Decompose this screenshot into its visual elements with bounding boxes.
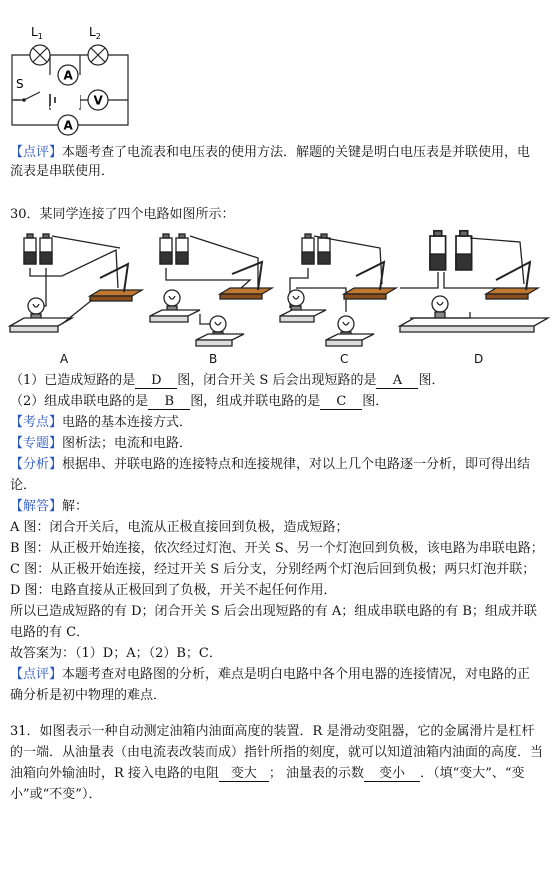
- svg-text:A: A: [63, 118, 73, 133]
- answer-blank-6: 变小: [364, 766, 420, 782]
- answer-blank-3: B: [148, 394, 190, 410]
- label-s: S: [16, 77, 24, 91]
- q31-line4: 小”或“不变”）．: [10, 787, 102, 802]
- solution-a: A 图：闭合开关后，电流从正极直接回到负极，造成短路；: [10, 520, 349, 535]
- lamp-l1-icon: [30, 45, 50, 65]
- summary-line1: 所以已造成短路的有 D；闭合开关 S 后会出现短路的有 A；组成串联电路的有 B；组成并联: [10, 604, 537, 619]
- fig-label-d: D: [474, 352, 484, 366]
- ammeter-top-icon: [58, 65, 78, 85]
- circuit-diagram-top: [0, 0, 140, 140]
- q30-stem: 30．某同学连接了四个电路如图所示：: [10, 207, 235, 222]
- circuit-photo-a: [10, 234, 142, 332]
- ammeter-bottom-icon: [58, 115, 78, 135]
- circuit-photo-d: [400, 231, 548, 332]
- circuit-photo-c: [280, 234, 396, 346]
- solution-d: D 图：电路直接从正极回到了负极，开关不起任何作用．: [10, 583, 337, 598]
- answer-blank-4: C: [320, 394, 362, 410]
- solution-c: C 图：从正极开始连接，经过开关 S 后分支，分别经两个灯泡后回到负极；两只灯泡并联；: [10, 562, 536, 577]
- fig-label-a: A: [60, 352, 69, 366]
- circuit-photos: [0, 228, 560, 352]
- lamp-l2-icon: [88, 45, 108, 65]
- solution-b: B 图：从正极开始连接，依次经过灯泡、开关 S、另一个灯泡回到负极，该电路为串联电路；: [10, 541, 544, 556]
- label-l2: $L_2$: [89, 25, 101, 41]
- review30-line1: 【点评】本题考查对电路图的分析，难点是明白电路中各个用电器的连接情况，对电路的正: [10, 667, 531, 682]
- q31-line3: 油箱向外输油时，R 接入电路的电阻 变大 ； 油量表的示数 变小 ．（填“变大”、“变: [10, 766, 525, 781]
- kaodian: 【考点】电路的基本连接方式．: [10, 415, 193, 430]
- answer-blank-2: A: [376, 373, 418, 389]
- voltmeter-icon: [50, 90, 108, 110]
- circuit-photo-b: [150, 234, 272, 346]
- summary-line2: 电路的有 C．: [10, 625, 90, 640]
- fenxi-line1: 【分析】根据串、并联电路的连接特点和连接规律，对以上几个电路逐一分析，即可得出结: [10, 457, 531, 472]
- zhuanti: 【专题】图析法；电流和电路．: [10, 436, 193, 451]
- review30-line2: 确分析是初中物理的难点．: [10, 688, 167, 703]
- q30-part2: （2）组成串联电路的是 B 图，组成并联电路的是 C 图．: [10, 394, 389, 409]
- fenxi-line2: 论．: [10, 478, 37, 493]
- answer-line: 故答案为：（1）D；A；（2）B；C．: [10, 646, 222, 661]
- switch-icon: [14, 92, 50, 104]
- review29-line2: 流表是串联使用．: [10, 164, 115, 179]
- answer-blank-1: D: [135, 373, 177, 389]
- svg-text:A: A: [63, 68, 73, 83]
- jieda: 【解答】解：: [10, 499, 89, 514]
- q30-part1: （1）已造成短路的是 D 图，闭合开关 S 后会出现短路的是 A 图．: [10, 373, 445, 388]
- review29-line1: 【点评】本题考查了电流表和电压表的使用方法．解题的关键是明白电压表是并联使用，电: [10, 145, 531, 160]
- fig-label-c: C: [340, 352, 349, 366]
- answer-blank-5: 变大: [219, 766, 269, 782]
- label-l1: $L_1$: [31, 25, 43, 41]
- q31-line2: 的一端．从油量表（由电流表改装而成）指针所指的刻度，就可以知道油箱内油面的高度．当: [10, 745, 544, 760]
- q31-line1: 31．如图表示一种自动测定油箱内油面高度的装置．R 是滑动变阻器，它的金属滑片是杠杆: [10, 724, 535, 739]
- svg-text:V: V: [93, 93, 103, 108]
- fig-label-b: B: [209, 352, 218, 366]
